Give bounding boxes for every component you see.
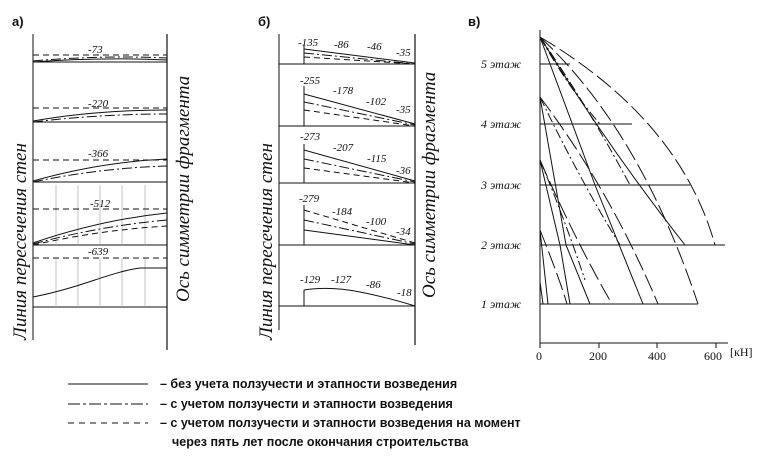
panel-b-label: б)	[258, 14, 271, 29]
a-r5-value: -639	[88, 246, 109, 258]
c-dashed-4	[540, 160, 612, 304]
x-unit: [кН]	[730, 345, 753, 359]
legend-dashed-text-cont: через пять лет после окончания строительства	[172, 435, 469, 449]
b-r3-v4: -36	[396, 165, 411, 177]
b-r2-v4: -35	[396, 104, 411, 116]
panel-a-label: а)	[12, 14, 24, 29]
x-tick-400: 400	[648, 349, 666, 363]
a-r3-value: -366	[88, 148, 109, 160]
floor-3-label: 3 этаж	[481, 178, 522, 192]
panel-c-labels	[480, 57, 753, 363]
b-r5-v3: -86	[366, 279, 381, 291]
b-r5-v4: -18	[397, 287, 412, 299]
a-r1-value: -73	[88, 44, 103, 56]
legend	[68, 377, 521, 449]
x-tick-0: 0	[536, 349, 542, 363]
a-r4-value: -512	[90, 198, 111, 210]
b-r2-v1: -255	[300, 75, 321, 87]
floor-2-label: 2 этаж	[481, 238, 522, 252]
panel-b-right-label: Ось симметрии фрагмента	[419, 71, 440, 298]
panel-a-right-label: Ось симметрии фрагмента	[173, 75, 194, 302]
panel-a-left-label: Линия пересечения стен	[10, 143, 31, 340]
panel-b-values	[298, 37, 412, 299]
floor-4-label: 4 этаж	[481, 117, 522, 131]
c-solid-1	[540, 37, 643, 304]
b-r5-v2: -127	[331, 274, 352, 286]
c-dashdot-3	[540, 97, 620, 245]
b-r2-v3: -102	[366, 96, 387, 108]
b-r1-v4: -35	[396, 47, 411, 59]
b-r3-v1: -273	[300, 131, 321, 143]
b-r5-v1: -129	[300, 274, 321, 286]
a-r3-dashdot	[33, 166, 167, 182]
legend-dashdot-text: – с учетом ползучести и этапности возведения	[160, 397, 453, 411]
b-r1-v1: -135	[298, 37, 319, 49]
panel-b-left-label: Линия пересечения стен	[256, 143, 277, 340]
b-r3-v2: -207	[333, 142, 354, 154]
floor-1-label: 1 этаж	[481, 297, 522, 311]
legend-dashed-text: – с учетом ползучести и этапности возведения на момент	[160, 416, 521, 430]
b-r4-v2: -184	[332, 206, 353, 218]
x-tick-200: 200	[589, 349, 607, 363]
a-r2-value: -220	[88, 98, 109, 110]
panel-c	[540, 30, 728, 348]
b-r4-v1: -279	[299, 193, 320, 205]
panel-a	[33, 34, 167, 350]
legend-solid-text: – без учета ползучести и этапности возведения	[160, 377, 458, 391]
b-r4-v3: -100	[366, 216, 387, 228]
b-r1-v2: -86	[334, 39, 349, 51]
b-r4-v4: -34	[396, 226, 411, 238]
b-r3-v3: -115	[367, 153, 387, 165]
b-r2-v2: -178	[333, 85, 354, 97]
c-dashdot-2	[540, 37, 600, 124]
c-dashed-2	[540, 37, 715, 245]
panel-c-label: в)	[468, 14, 481, 29]
x-tick-600: 600	[704, 349, 722, 363]
floor-5-label: 5 этаж	[481, 57, 522, 71]
b-r1-v3: -46	[367, 41, 382, 53]
